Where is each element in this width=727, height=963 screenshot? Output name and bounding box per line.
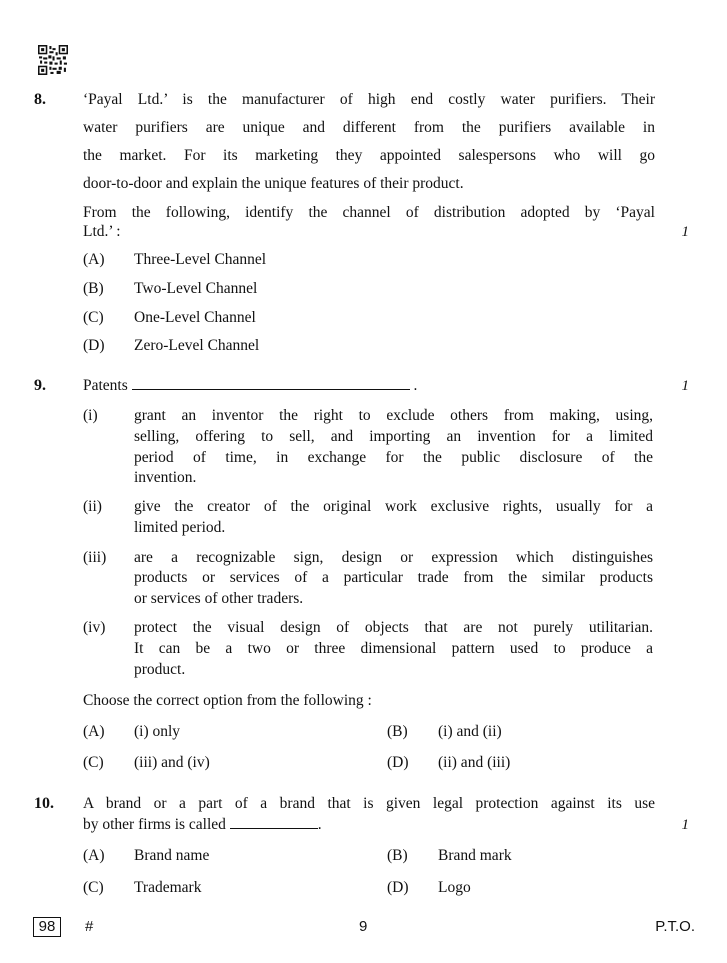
question-10-line-2-text: by other firms is called (83, 816, 226, 833)
q10-option-d-text: Logo (438, 879, 471, 896)
question-8-line-4: door-to-door and explain the unique features of their product. (83, 175, 464, 192)
q10-option-a-label: (A) (83, 847, 105, 864)
q9-statement-ii-label: (ii) (83, 498, 102, 515)
q9-statement-ii-line-1: give the creator of the original work exclusive rights, usually for a (134, 498, 653, 515)
question-10-number: 10. (34, 795, 54, 812)
question-8-prompt-line-1: From the following, identify the channel of distribution adopted by ‘Payal (83, 204, 655, 221)
question-9-choose: Choose the correct option from the following : (83, 692, 372, 709)
question-8-prompt-line-2: Ltd.’ : (83, 223, 121, 240)
q8-option-c-text: One-Level Channel (134, 309, 256, 326)
question-10-line-1: A brand or a part of a brand that is given legal protection against its use (83, 795, 655, 812)
q10-option-b-label: (B) (387, 847, 408, 864)
q9-option-a-label: (A) (83, 723, 105, 740)
q10-option-c-text: Trademark (134, 879, 202, 896)
q9-statement-ii-line-2: limited period. (134, 519, 226, 536)
qr-code-icon (38, 45, 68, 75)
q9-statement-iii-line-1: are a recognizable sign, design or expression which distinguishes (134, 549, 653, 566)
question-8-line-3: the market. For its marketing they appointed salespersons who will go (83, 147, 655, 164)
q8-option-c-label: (C) (83, 309, 104, 326)
question-8-number: 8. (34, 91, 46, 108)
page-number: 9 (359, 918, 368, 935)
question-9-number: 9. (34, 377, 46, 394)
question-10-line-2-end: . (317, 816, 322, 833)
q9-option-b-label: (B) (387, 723, 408, 740)
question-10-line-2 (83, 816, 655, 834)
q8-option-b-text: Two-Level Channel (134, 280, 258, 297)
q9-option-d-label: (D) (387, 754, 409, 771)
q9-option-c-label: (C) (83, 754, 104, 771)
question-8-marks: 1 (681, 224, 689, 240)
question-8-line-2: water purifiers are unique and different from the purifiers available in (83, 119, 655, 136)
q9-statement-iv-line-3: product. (134, 661, 186, 678)
q9-option-a-text: (i) only (134, 723, 181, 740)
q9-statement-iii-label: (iii) (83, 549, 107, 566)
q9-statement-iv-line-2: It can be a two or three dimensional pattern used to produce a (134, 640, 653, 657)
q8-option-a-label: (A) (83, 251, 105, 268)
q9-statement-iv-label: (iv) (83, 619, 106, 636)
q9-option-b-text: (i) and (ii) (438, 723, 502, 740)
q8-option-b-label: (B) (83, 280, 104, 297)
question-9-stem-text: Patents (83, 377, 128, 394)
q9-statement-i-line-4: invention. (134, 469, 197, 486)
q9-option-c-text: (iii) and (iv) (134, 754, 210, 771)
q9-statement-iv-line-1: protect the visual design of objects that are not purely utilitarian. (134, 619, 653, 636)
q9-statement-i-line-2: selling, offering to sell, and importing an invention for a limited (134, 428, 653, 445)
q8-option-d-text: Zero-Level Channel (134, 337, 260, 354)
pto-label: P.T.O. (655, 918, 695, 935)
q10-option-a-text: Brand name (134, 847, 210, 864)
question-10-blank (230, 816, 318, 829)
q8-option-d-label: (D) (83, 337, 105, 354)
question-9-marks: 1 (681, 378, 689, 394)
q10-option-d-label: (D) (387, 879, 409, 896)
q9-statement-i-line-1: grant an inventor the right to exclude others from making, using, (134, 407, 653, 424)
q10-option-b-text: Brand mark (438, 847, 512, 864)
q10-option-c-label: (C) (83, 879, 104, 896)
q9-statement-i-line-3: period of time, in exchange for the public disclosure of the (134, 449, 653, 466)
question-10-marks: 1 (681, 817, 689, 833)
question-9-stem (83, 377, 655, 395)
paper-code-box: 98 (33, 917, 61, 937)
question-8-line-1: ‘Payal Ltd.’ is the manufacturer of high end costly water purifiers. Their (83, 91, 655, 108)
q9-option-d-text: (ii) and (iii) (438, 754, 511, 771)
q9-statement-i-label: (i) (83, 407, 98, 424)
q8-option-a-text: Three-Level Channel (134, 251, 267, 268)
question-9-blank (132, 377, 410, 390)
q9-statement-iii-line-3: or services of other traders. (134, 590, 304, 607)
hash-mark: # (85, 918, 94, 935)
q9-statement-iii-line-2: products or services of a particular trade from the similar products (134, 569, 653, 586)
question-9-stem-end: . (413, 377, 418, 394)
